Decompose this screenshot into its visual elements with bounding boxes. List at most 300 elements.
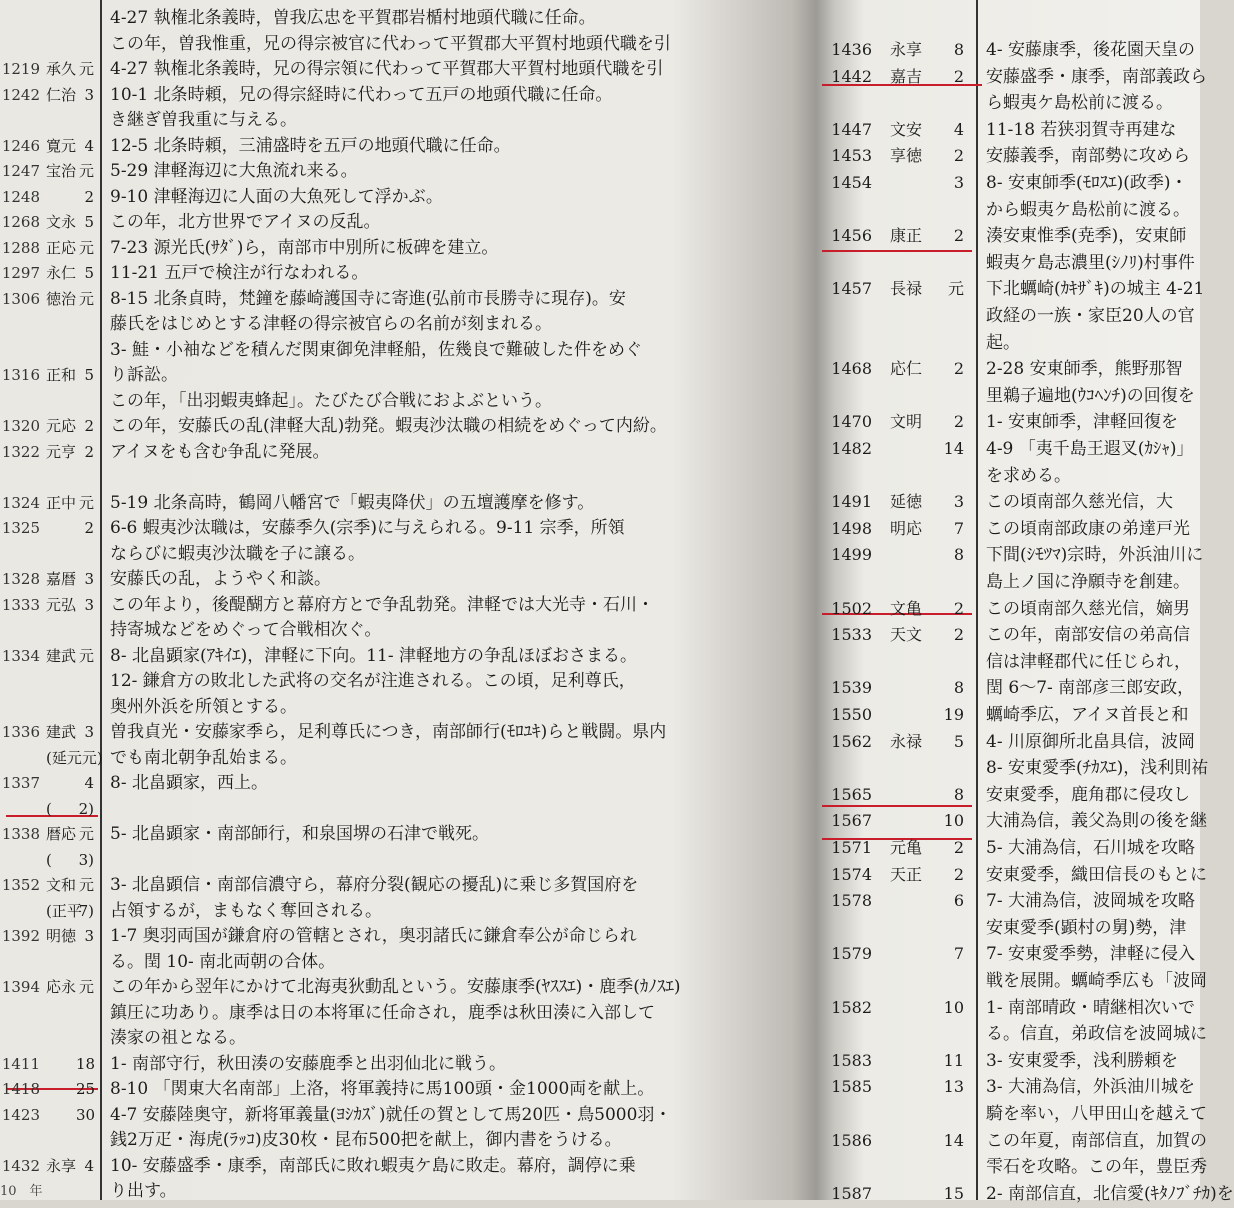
era-year-cell: 2 [953, 598, 964, 618]
year-cell: 1583 [831, 1050, 872, 1070]
era-year-cell: 11 [943, 1050, 964, 1070]
era-year-cell: 3 [84, 723, 94, 741]
era-year-cell: 2 [953, 359, 964, 379]
event-text: 11-18 若狭羽賀寺再建な [986, 119, 1177, 140]
year-cell: 1333 [1, 595, 40, 614]
chronology-row [812, 222, 1200, 250]
era-cell: 天文 [890, 625, 923, 645]
era-year-cell: 7 [953, 518, 964, 538]
era-cell: 宝治 [46, 162, 77, 180]
chronology-row [812, 621, 1200, 649]
year-cell: 1423 [1, 1105, 40, 1124]
era-year-cell: 3) [78, 850, 94, 869]
chronology-row [0, 1177, 800, 1205]
event-text: 曽我貞光・安藤家季ら，足利尊氏につき，南部師行(ﾓﾛﾕｷ)らと戦闘。県内 [110, 722, 667, 742]
chronology-row [812, 116, 1200, 144]
era-cell: 天正 [890, 864, 923, 884]
chronology-row [812, 462, 1200, 490]
chronology-row [0, 999, 800, 1027]
chronology-row [812, 994, 1200, 1022]
year-cell: 1447 [831, 119, 872, 139]
chronology-row [0, 922, 800, 950]
era-cell: 明応 [890, 518, 923, 538]
year-cell: 1247 [1, 162, 40, 180]
chronology-row [0, 132, 800, 160]
era-year-cell: 18 [76, 1054, 96, 1073]
chronology-row [0, 1050, 800, 1078]
chronology-row [0, 106, 800, 134]
era-cell: 明徳 [46, 927, 77, 945]
chronology-row [0, 948, 800, 976]
chronology-row [0, 4, 800, 32]
era-cell: 文安 [890, 119, 923, 139]
event-text: 戦を展開。蠣崎季広も「波岡 [986, 971, 1207, 991]
year-cell: 1288 [1, 238, 40, 257]
year-cell: 1242 [1, 85, 40, 104]
era-year-cell: 元 [78, 825, 94, 843]
chronology-row [0, 208, 800, 236]
chronology-row [812, 861, 1207, 889]
chronology-row [812, 1047, 1200, 1075]
year-cell: 1587 [831, 1183, 872, 1203]
chronology-row [0, 565, 800, 593]
event-text: この年，安藤氏の乱(津軽大乱)勃発。蝦夷沙汰職の相続をめぐって内紛。 [110, 416, 667, 436]
chronology-row [812, 435, 1200, 463]
event-text: 7-23 源光氏(ｻﾀﾞ)ら，南部市中別所に板碑を建立。 [110, 237, 499, 258]
era-cell: 嘉暦 [46, 570, 77, 588]
chronology-row [812, 89, 1200, 117]
chronology-row [0, 489, 800, 517]
year-cell: 1470 [831, 412, 872, 432]
event-text: 8- 安東愛季(ﾁｶｽｴ)，浅利則祐 [986, 758, 1209, 779]
era-cell: 永享 [46, 1156, 77, 1175]
era-year-cell: 元 [78, 646, 94, 665]
event-text: 1- 安東師季，津軽回復を [986, 412, 1178, 433]
event-text: 安藤氏の乱，ようやく和談。 [110, 569, 331, 589]
era-cell: 元弘 [46, 595, 77, 614]
event-text: 里鵜子遍地(ｳｺﾍﾝﾁ)の回復を [986, 385, 1195, 406]
era-year-cell: 元 [78, 238, 94, 257]
chronology-row [812, 674, 1200, 702]
event-text: る。信直，弟政信を波岡城に [986, 1024, 1207, 1045]
era-year-cell: 6 [953, 891, 964, 911]
event-text: 12-5 北条時頼，三浦盛時を五戸の地頭代職に任命。 [110, 135, 511, 156]
event-text: 起。 [986, 332, 1020, 353]
event-text: 湊家の祖となる。 [110, 1028, 246, 1048]
chronology-row [812, 1073, 1200, 1101]
event-text: 10-1 北条時頼，兄の得宗経時に代わって五戸の地頭代職に任命。 [110, 84, 613, 105]
era-year-cell: 8 [953, 545, 964, 565]
event-text: 4-27 執権北条義時，兄の得宗領に代わって平賀郡大平賀村地頭代職を引 [110, 59, 664, 79]
event-text: アイヌをも含む争乱に発展。 [110, 441, 330, 462]
event-text: 藤氏をはじめとする津軽の得宗被官らの名前が刻まれる。 [110, 314, 552, 334]
year-cell: 1579 [831, 944, 872, 964]
chronology-row [812, 1100, 1207, 1128]
event-text: 8-10 「関東大名南部」上洛，将軍義持に馬100頭・金1000両を献上。 [110, 1079, 655, 1099]
era-cell: 文和 [46, 876, 77, 894]
event-text: ら蝦夷ケ島松前に渡る。 [986, 93, 1173, 114]
year-cell: 1219 [1, 60, 40, 78]
event-text: 3- 安東愛季，浅利勝頼を [986, 1050, 1178, 1071]
event-text: 奥州外浜を所領とする。 [110, 696, 297, 717]
era-cell: (正平 [46, 901, 82, 920]
era-year-cell: 2 [84, 519, 94, 537]
era-cell: 享徳 [890, 146, 923, 166]
event-text: 8- 安東師季(ﾓﾛｽｴ)(政季)・ [986, 173, 1188, 193]
event-text: 大浦為信，義父為則の後を継 [986, 811, 1207, 832]
event-text: 4- 安藤康季，後花園天皇の [986, 40, 1195, 60]
event-text: この年から翌年にかけて北海夷狄動乱という。安藤康季(ﾔｽｽｴ)・鹿季(ｶﾉｽｴ) [110, 977, 681, 997]
era-cell: 永仁 [46, 264, 77, 282]
chronology-row [0, 540, 800, 568]
event-text: 5- 北畠顕家・南部師行，和泉国堺の石津で戦死。 [110, 824, 489, 844]
chronology-row [812, 887, 1200, 915]
chronology-row [0, 744, 800, 772]
chronology-row [812, 408, 1200, 436]
year-cell: 1436 [831, 40, 872, 59]
event-text: ならびに蝦夷沙汰職を子に譲る。 [110, 543, 365, 564]
chronology-row [0, 642, 800, 670]
event-text: 11-21 五戸で検注が行なわれる。 [110, 263, 369, 283]
era-year-cell: 30 [76, 1105, 96, 1124]
era-year-cell: 10 [943, 997, 964, 1017]
chronology-row [0, 667, 800, 695]
era-year-cell: 13 [943, 1077, 964, 1097]
era-year-cell: 3 [84, 595, 94, 614]
chronology-row [812, 169, 1200, 197]
chronology-row [0, 387, 800, 415]
event-text: 蝦夷ケ島志濃里(ｼﾉﾘ)村事件 [986, 252, 1195, 273]
chronology-row [0, 157, 800, 185]
event-text: 8- 北畠顕家，西上。 [110, 773, 268, 793]
event-text: 8-15 北条貞時，梵鐘を藤崎護国寺に寄進(弘前市長勝寺に現存)。安 [110, 288, 626, 309]
event-text: 占領するが，まもなく奪回される。 [110, 900, 382, 921]
year-cell: 1468 [831, 359, 872, 379]
era-year-cell: 14 [943, 1130, 964, 1150]
event-text: 1- 南部晴政・晴継相次いで [986, 997, 1195, 1018]
event-text: 8- 北畠顕家(ｱｷｲｴ)，津軽に下向。11- 津軽地方の争乱ほぼおさまる。 [110, 645, 638, 666]
chronology-row [812, 541, 1204, 569]
year-cell: 1491 [831, 492, 872, 512]
chronology-row [0, 1075, 800, 1103]
event-text: 10- 安藤盛季・康季，南部氏に敗れ蝦夷ケ島に敗走。幕府，調停に乗 [110, 1155, 636, 1176]
event-text: 1-7 奥羽両国が鎌倉府の管轄とされ，奥羽諸氏に鎌倉奉公が命じられ [110, 926, 637, 946]
era-year-cell: 15 [943, 1183, 964, 1203]
chronology-row [812, 515, 1200, 543]
year-cell: 1334 [1, 646, 40, 665]
chronology-row [0, 310, 800, 338]
event-text: 政経の一族・家臣20人の官 [986, 306, 1195, 326]
chronology-row [812, 1153, 1207, 1181]
era-year-cell: 元 [78, 978, 94, 996]
chronology-row [0, 973, 800, 1001]
era-year-cell: 2 [84, 442, 94, 461]
era-cell: 応仁 [890, 359, 923, 379]
event-text: この年より，後醍醐方と幕府方とで争乱勃発。津軽では大光寺・石川・ [110, 594, 654, 615]
era-year-cell: 5 [84, 213, 94, 231]
era-cell: 文永 [46, 213, 77, 231]
event-text: 5-19 北条高時，鶴岡八幡宮で「蝦夷降伏」の五壇護摩を修す。 [110, 492, 595, 513]
chronology-row [812, 355, 1200, 383]
chronology-row [0, 361, 800, 389]
event-text: 安藤盛季・康季，南部義政ら [986, 66, 1207, 87]
event-text: 3- 大浦為信，外浜油川城を [986, 1077, 1195, 1098]
year-cell: 1498 [831, 518, 872, 538]
era-year-cell: 3 [84, 927, 94, 945]
year-cell: 1411 [1, 1054, 40, 1073]
era-year-cell: 元 [78, 493, 94, 512]
year-cell: 1268 [1, 213, 40, 231]
era-cell: 正中 [46, 493, 77, 512]
event-text: この年，南部安信の弟高信 [986, 625, 1190, 646]
year-cell: 1394 [1, 978, 40, 996]
event-text: 湊安東惟季(尭季)，安東師 [986, 226, 1187, 247]
chronology-row [0, 1152, 800, 1180]
event-text: 銭2万疋・海虎(ﾗｯｺ)皮30枚・昆布500把を献上，御内書をうける。 [110, 1130, 622, 1150]
year-cell: 1418 [1, 1080, 40, 1098]
chronology-row [812, 302, 1200, 330]
era-cell: 長禄 [890, 279, 923, 299]
event-text: 閏 6～7- 南部彦三郎安政， [986, 678, 1195, 699]
era-year-cell: 4 [953, 119, 964, 139]
era-year-cell: 2 [953, 146, 964, 166]
era-cell: 延徳 [890, 492, 923, 512]
event-text: 持寄城などをめぐって合戦相次ぐ。 [110, 620, 382, 640]
chronology-row [0, 1126, 800, 1154]
chronology-row [0, 871, 800, 899]
chronology-row [0, 591, 800, 619]
chronology-row [812, 249, 1200, 277]
era-year-cell: 2 [953, 226, 964, 246]
year-cell: 1337 [1, 774, 40, 792]
chronology-row [0, 183, 800, 211]
era-cell: 暦応 [46, 825, 77, 843]
year-cell: 1562 [831, 731, 872, 751]
year-cell: 1578 [831, 891, 872, 911]
chronology-row [812, 754, 1209, 782]
year-cell: 1585 [831, 1077, 872, 1097]
era-cell: 元応 [46, 417, 77, 435]
chronology-row [0, 438, 800, 466]
event-text: 鎮圧に功あり。康季は日の本将軍に任命され，鹿季は秋田湊に入部して [110, 1002, 656, 1023]
year-cell: 1324 [1, 493, 40, 512]
chronology-row [812, 1020, 1207, 1048]
era-year-cell: 2 [84, 187, 94, 206]
year-cell: 1550 [831, 705, 872, 724]
era-year-cell: 2 [84, 417, 94, 435]
era-year-cell: 3 [84, 85, 94, 104]
era-year-cell: 19 [943, 705, 964, 724]
chronology-row [812, 275, 1205, 303]
event-text: 安東愛季，鹿角郡に侵攻し [986, 784, 1190, 805]
chronology-row [0, 846, 800, 874]
era-year-cell: 7) [78, 901, 94, 920]
event-text: 9-10 津軽海辺に人面の大魚死して浮かぶ。 [110, 186, 443, 207]
era-cell: 承久 [46, 60, 77, 78]
event-text: 7- 大浦為信，波岡城を攻略 [986, 891, 1195, 912]
chronology-row [812, 834, 1200, 862]
chronology-row [0, 412, 800, 440]
era-cell: 応永 [46, 978, 77, 996]
event-text: この頃南部久慈光信，大 [986, 492, 1173, 513]
chronology-row [812, 940, 1200, 968]
event-text: 安東愛季，織田信長のもとに [986, 864, 1207, 885]
era-year-cell: 5 [84, 366, 94, 384]
year-cell: 1336 [1, 723, 40, 741]
event-text: 4-9 「夷千島王遐叉(ｶｼｬ)」 [986, 439, 1194, 459]
event-text: 2- 南部信直，北信愛(ｷﾀﾉﾌﾞﾁｶ)を [986, 1183, 1234, 1204]
era-year-cell: 5 [84, 264, 94, 282]
chronology-row [812, 648, 1200, 676]
era-year-cell: 14 [943, 439, 964, 458]
page-footer: 10 年 [0, 1184, 43, 1199]
event-text: る。閏 10- 南北両朝の合体。 [110, 951, 336, 972]
event-text: 信は津軽郡代に任じられ， [986, 651, 1192, 672]
event-text: り訴訟。 [110, 365, 178, 385]
chronology-row [0, 820, 800, 848]
era-year-cell: 3 [953, 173, 964, 192]
chronology-row [812, 382, 1200, 410]
chronology-row [0, 30, 800, 58]
chronology-row [0, 285, 800, 313]
year-cell: 1306 [1, 289, 40, 308]
era-year-cell: 2 [953, 66, 964, 86]
chronology-row [812, 1180, 1234, 1208]
event-text: 5-29 津軽海辺に大魚流れ来る。 [110, 161, 358, 181]
chronology-row [812, 488, 1200, 516]
event-text: 4- 川原御所北畠具信，波岡 [986, 731, 1195, 752]
chronology-row [0, 336, 800, 364]
chronology-row [0, 1024, 800, 1052]
chronology-row [0, 616, 800, 644]
year-cell: 1539 [831, 678, 872, 698]
event-text: 下間(ｼﾓﾂﾏ)宗時，外浜油川に [986, 545, 1204, 566]
chronology-row [0, 514, 800, 542]
era-cell: (延元元) [46, 748, 103, 767]
era-year-cell: 元 [947, 279, 964, 299]
year-cell: 1320 [1, 417, 40, 435]
event-text: き継ぎ曽我重に与える。 [110, 110, 297, 130]
chronology-row [812, 329, 1200, 357]
era-year-cell: 4 [84, 1156, 94, 1175]
event-text: 12- 鎌倉方の敗北した武将の交名が注進される。この頃，足利尊氏， [110, 671, 636, 691]
era-year-cell: 8 [953, 784, 964, 804]
era-year-cell: 25 [76, 1080, 96, 1098]
event-text: この年，「出羽蝦夷蜂起」。たびたび合戦におよぶという。 [110, 390, 552, 411]
chronology-row [812, 914, 1200, 942]
era-cell: 元亨 [46, 442, 77, 461]
era-cell: 康正 [890, 226, 923, 246]
chronology-row [812, 807, 1207, 835]
year-cell: 1499 [831, 545, 872, 565]
chronology-row [812, 142, 1200, 170]
event-text: この頃南部久慈光信，嫡男 [986, 598, 1190, 619]
year-cell: 1322 [1, 442, 40, 461]
right-page [812, 0, 1234, 1204]
era-year-cell: 2) [78, 799, 94, 818]
era-cell: 正和 [46, 366, 77, 384]
era-cell: 正応 [46, 238, 77, 257]
chronology-row [812, 781, 1200, 809]
era-year-cell: 元 [78, 876, 94, 894]
event-text: 4-27 執権北条義時，曽我広忠を平賀郡岩楯村地頭代職に任命。 [110, 8, 596, 28]
era-year-cell: 8 [953, 678, 964, 698]
era-year-cell: 元 [78, 162, 94, 180]
event-text: 4-7 安藤陸奥守，新将軍義量(ﾖｼｶｽﾞ)就任の賀として馬20匹・鳥5000羽・ [110, 1104, 672, 1125]
year-cell: 1432 [1, 1156, 40, 1175]
chronology-row [812, 967, 1207, 995]
era-year-cell: 4 [84, 774, 94, 792]
event-text: 2-28 安東師季，熊野那智 [986, 359, 1183, 380]
chronology-row [0, 769, 800, 797]
era-year-cell: 3 [953, 492, 964, 512]
year-cell: 1248 [1, 187, 40, 206]
event-text: り出す。 [110, 1181, 177, 1201]
era-cell: 永享 [890, 40, 923, 59]
era-year-cell: 2 [953, 412, 964, 432]
era-year-cell: 2 [953, 838, 964, 857]
event-text: この年，北方世界でアイヌの反乱。 [110, 212, 381, 232]
year-cell: 1574 [831, 864, 872, 884]
era-year-cell: 2 [953, 864, 964, 884]
year-cell: 1246 [1, 136, 40, 155]
year-cell: 1325 [1, 519, 40, 537]
event-text: を求める。 [986, 465, 1071, 486]
event-text: 雫石を攻略。この年，豊臣秀 [986, 1157, 1207, 1178]
era-cell: 嘉吉 [890, 66, 923, 86]
event-text: この頃南部政康の弟達戸光 [986, 518, 1190, 539]
chronology-row [0, 55, 800, 83]
chronology-row [812, 595, 1200, 623]
year-cell: 1297 [1, 264, 40, 282]
era-year-cell: 元 [78, 289, 94, 308]
era-year-cell: 2 [953, 625, 964, 645]
era-year-cell: 8 [953, 40, 964, 59]
year-cell: 1454 [831, 173, 872, 192]
chronology-row [0, 234, 800, 262]
year-cell: 1565 [831, 784, 872, 804]
event-text: この年夏，南部信直，加賀の [986, 1130, 1207, 1151]
event-text: 3- 北畠顕信・南部信濃守ら，幕府分裂(観応の擾乱)に乗じ多賀国府を [110, 875, 639, 895]
era-cell: 建武 [46, 646, 77, 665]
chronology-row [0, 463, 800, 491]
year-cell: 1571 [831, 838, 872, 857]
chronology-row [812, 1127, 1207, 1155]
era-year-cell: 元 [78, 60, 94, 78]
chronology-row [812, 728, 1200, 756]
chronology-row [0, 259, 800, 287]
chronology-row [0, 1101, 800, 1129]
year-cell: 1482 [831, 439, 872, 458]
era-cell: 文亀 [890, 598, 923, 618]
event-text: 安東愛季(顕村の舅)勢，津 [986, 917, 1187, 938]
event-text: 6-6 蝦夷沙汰職は，安藤季久(宗季)に与えられる。9-11 宗季，所領 [110, 518, 625, 538]
year-cell: 1533 [831, 625, 872, 645]
era-cell: 元亀 [890, 838, 923, 857]
era-year-cell: 7 [953, 944, 964, 964]
chronology-row [812, 36, 1200, 64]
year-cell: 1567 [831, 811, 872, 831]
event-text: 1- 南部守行，秋田湊の安藤鹿季と出羽仙北に戦う。 [110, 1053, 506, 1074]
year-cell: 1352 [1, 876, 40, 894]
year-cell: 1586 [831, 1130, 872, 1150]
era-cell: 建武 [46, 723, 77, 741]
era-cell: 文明 [890, 412, 923, 432]
year-cell: 1316 [1, 366, 40, 384]
year-cell: 1338 [1, 825, 40, 843]
chronology-row [812, 568, 1200, 596]
era-cell: ( [46, 850, 52, 869]
